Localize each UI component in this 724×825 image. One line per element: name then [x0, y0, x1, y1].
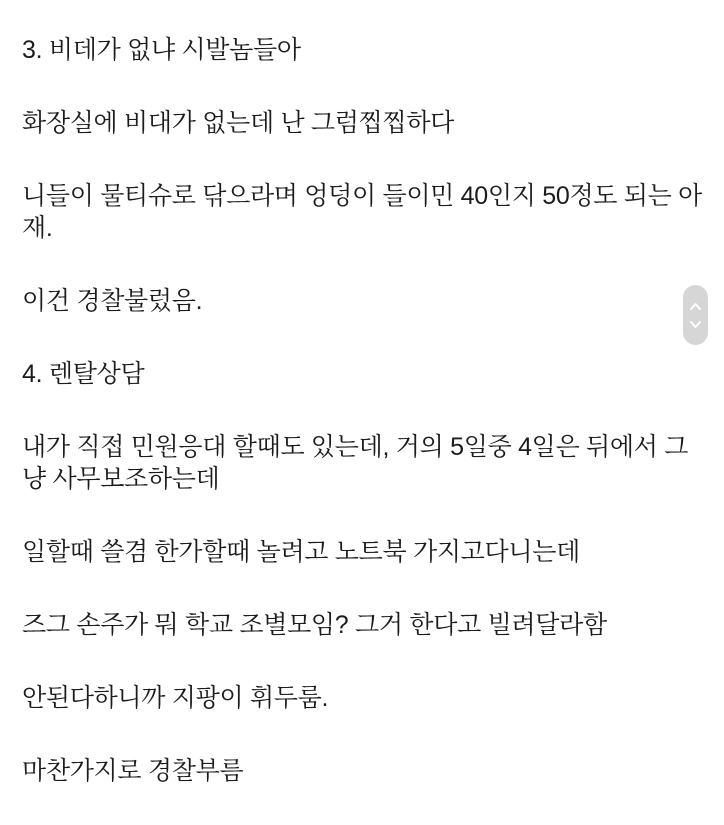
post-paragraph: 마찬가지로 경찰부름 [22, 757, 244, 785]
scroll-up-down-widget [683, 285, 708, 345]
post-paragraph: 안된다하니까 지팡이 휘두룸. [22, 684, 329, 712]
post-paragraph: 내가 직접 민원응대 할때도 있는데, 거의 5일중 4일은 뒤에서 그냥 사무보조하는데 [22, 433, 689, 493]
post-paragraph: 이건 경찰불렀음. [22, 287, 203, 315]
scroll-down-button[interactable] [687, 319, 704, 329]
chevron-up-icon [689, 302, 702, 311]
post-paragraph: 즈그 손주가 뭐 학교 조별모임? 그거 한다고 빌려달라함 [22, 611, 607, 639]
post-paragraph: 3. 비데가 없냐 시발놈들아 [22, 36, 301, 64]
post-paragraph: 화장실에 비대가 없는데 난 그럼찝찝하다 [22, 109, 455, 137]
post-paragraph: 일할때 쓸겸 한가할때 놀려고 노트북 가지고다니는데 [22, 538, 580, 566]
post-paragraph: 니들이 물티슈로 닦으라며 엉덩이 들이민 40인지 50정도 되는 아재. [22, 182, 702, 242]
chevron-down-icon [689, 320, 702, 329]
scroll-up-button[interactable] [687, 301, 704, 311]
post-paragraph: 4. 렌탈상담 [22, 360, 145, 388]
